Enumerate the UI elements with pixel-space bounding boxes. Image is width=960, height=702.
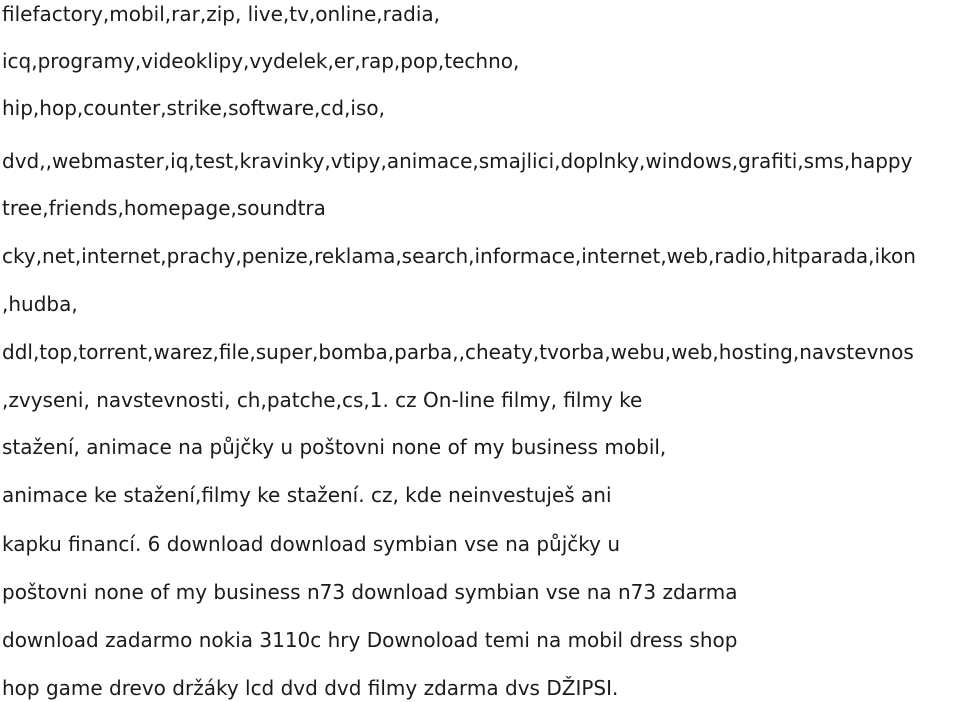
text-line-10: stažení, animace na půjčky u poštovni none of my business mobil, [2, 435, 667, 459]
text-line-5: tree,friends,homepage,soundtra [2, 196, 326, 220]
text-line-7: ,hudba, [2, 292, 78, 316]
text-line-11: animace ke stažení,filmy ke stažení. cz, kde neinvestuješ ani [2, 483, 612, 507]
text-line-3: hip,hop,counter,strike,software,cd,iso, [2, 96, 385, 120]
text-line-1: filefactory,mobil,rar,zip, live,tv,online,radia, [2, 2, 441, 26]
text-line-8: ddl,top,torrent,warez,file,super,bomba,parba,,cheaty,tvorba,webu,web,hosting,navstevnos [2, 340, 914, 364]
text-line-2: icq,programy,videoklipy,vydelek,er,rap,pop,techno, [2, 49, 520, 73]
text-line-4: dvd,,webmaster,iq,test,kravinky,vtipy,animace,smajlici,doplnky,windows,grafiti,sms,happy [2, 149, 913, 173]
text-line-6: cky,net,internet,prachy,penize,reklama,search,informace,internet,web,radio,hitparada,ikon [2, 244, 916, 268]
text-line-13: poštovni none of my business n73 download symbian vse na n73 zdarma [2, 580, 738, 604]
text-line-14: download zadarmo nokia 3110c hry Downoload temi na mobil dress shop [2, 628, 738, 652]
text-line-12: kapku financí. 6 download download symbian vse na půjčky u [2, 532, 621, 556]
text-line-9: ,zvyseni, navstevnosti, ch,patche,cs,1. cz On-line filmy, filmy ke [2, 388, 643, 412]
text-line-15: hop game drevo držáky lcd dvd dvd filmy zdarma dvs DŽIPSI. [2, 676, 619, 700]
